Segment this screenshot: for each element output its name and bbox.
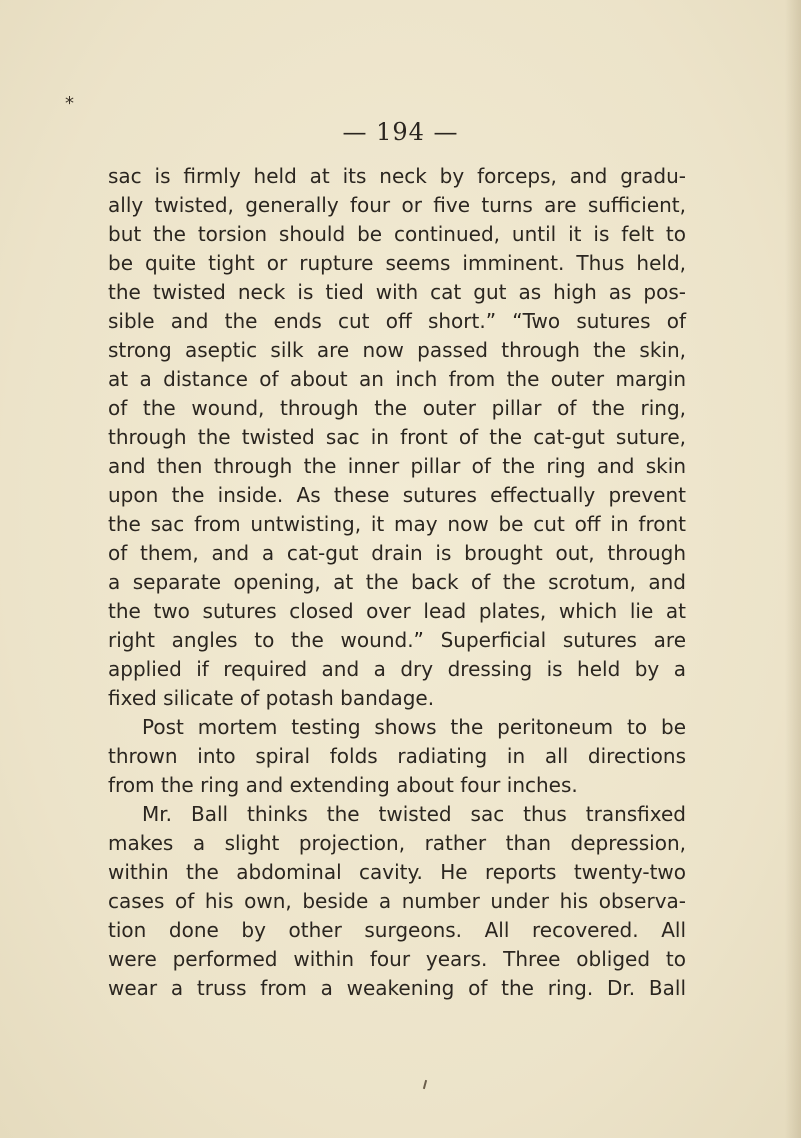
text-line: be quite tight or rupture seems imminent. Thus held, [108, 251, 686, 275]
text-line: but the torsion should be continued, until it is felt to [108, 222, 686, 246]
text-line: tion done by other surgeons. All recovered. All [108, 918, 686, 942]
text-line: of the wound, through the outer pillar of the ring, [108, 396, 686, 420]
text-line: were performed within four years. Three obliged to [108, 947, 686, 971]
text-line: through the twisted sac in front of the cat-gut suture, [108, 425, 686, 449]
text-line: Mr. Ball thinks the twisted sac thus transfixed [142, 802, 686, 826]
text-line: applied if required and a dry dressing is held by a [108, 657, 686, 681]
body-text [108, 162, 686, 1003]
text-line: the twisted neck is tied with cat gut as high as pos- [108, 280, 686, 304]
page-number: — 194 — [342, 118, 459, 146]
text-line: strong aseptic silk are now passed through the skin, [108, 338, 686, 362]
text-line: of them, and a cat-gut drain is brought out, through [108, 541, 686, 565]
text-line: fixed silicate of potash bandage. [108, 686, 435, 710]
text-line: sac is firmly held at its neck by forceps, and gradu- [108, 164, 686, 188]
asterisk-mark: * [65, 93, 74, 114]
text-line: right angles to the wound.” Superficial sutures are [108, 628, 686, 652]
text-line: sible and the ends cut off short.” “Two sutures of [108, 309, 686, 333]
ink-speck [423, 1080, 427, 1089]
text-line: upon the inside. As these sutures effectually prevent [108, 483, 686, 507]
text-line: Post mortem testing shows the peritoneum to be [142, 715, 686, 739]
text-line: at a distance of about an inch from the outer margin [108, 367, 686, 391]
text-line: within the abdominal cavity. He reports twenty-two [108, 860, 686, 884]
text-line: makes a slight projection, rather than depression, [108, 831, 686, 855]
text-line: and then through the inner pillar of the ring and skin [108, 454, 686, 478]
text-line: the two sutures closed over lead plates, which lie at [108, 599, 686, 623]
text-line: a separate opening, at the back of the scrotum, and [108, 570, 686, 594]
text-line: from the ring and extending about four inches. [108, 773, 578, 797]
text-line: the sac from untwisting, it may now be cut off in front [108, 512, 686, 536]
text-line: thrown into spiral folds radiating in all directions [108, 744, 686, 768]
text-line: cases of his own, beside a number under his observa- [108, 889, 686, 913]
text-line: ally twisted, generally four or five turns are sufficient, [108, 193, 686, 217]
text-line: wear a truss from a weakening of the ring. Dr. Ball [108, 976, 686, 1000]
page-edge-shadow [785, 0, 801, 1138]
